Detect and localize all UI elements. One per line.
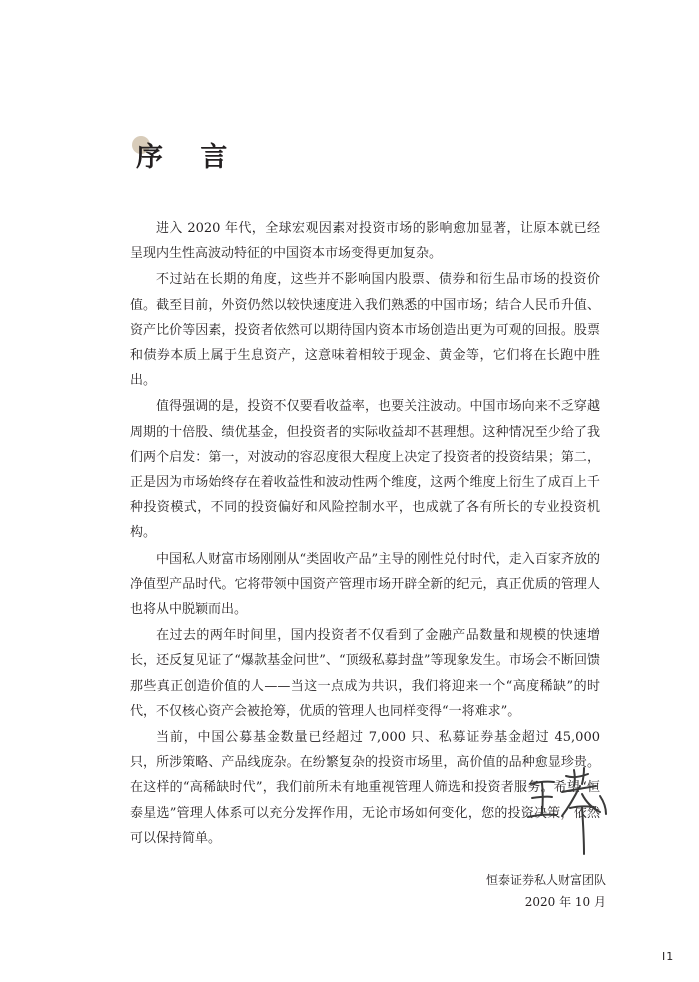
- team-name: 恒泰证券私人财富团队: [485, 873, 606, 887]
- paragraph-5: 在过去的两年时间里，国内投资者不仅看到了金融产品数量和规模的快速增长，还反复见证了“爆款基金问世”、“顶级私募封盘”等现象发生。市场会不断回馈那些真正创造价值的人——当这一点成为共识，我们将迎来一个“高度稀缺”的时代，不仅核心资产会被抢筹，优质的管理人也同样变得“一将难求”。: [130, 628, 600, 719]
- date: 2020 年 10 月: [524, 895, 606, 909]
- preface-heading: [136, 138, 241, 180]
- page-number: I1: [662, 950, 675, 963]
- handwritten-signature: [522, 762, 622, 860]
- paragraph-4: 中国私人财富市场刚刚从“类固收产品”主导的刚性兑付时代，走入百家齐放的净值型产品时代。它将带领中国资产管理市场开辟全新的纪元，真正优质的管理人也将从中脱颖而出。: [130, 551, 600, 618]
- paragraph-6: 当前，中国公募基金数量已经超过 7,000 只、私募证券基金超过 45,000 只，所涉策略、产品线庞杂。在纷繁复杂的投资市场里，高价值的品种愈显珍贵。在这样的“高稀缺时代”，我们前所未有地重视管理人筛选和投资者服务。希望“恒泰星选”管理人体系可以充分发挥作用，无论市场如何变化，您的投资决策，依然可以保持简单。: [130, 730, 600, 846]
- paragraph-1: 进入 2020 年代，全球宏观因素对投资市场的影响愈加显著，让原本就已经呈现内生性高波动特征的中国资本市场变得更加复杂。: [130, 221, 600, 262]
- preface-body: [130, 216, 600, 852]
- paragraph-2: 不过站在长期的角度，这些并不影响国内股票、债券和衍生品市场的投资价值。截至目前，外资仍然以较快速度进入我们熟悉的中国市场；结合人民币升值、资产比价等因素，投资者依然可以期待国内资本市场创造出更为可观的回报。股票和债券本质上属于生息资产，这意味着相较于现金、黄金等，它们将在长跑中胜出。: [130, 272, 600, 389]
- paragraph-3: 值得强调的是，投资不仅要看收益率，也要关注波动。中国市场向来不乏穿越周期的十倍股、绩优基金，但投资者的实际收益却不甚理想。这种情况至少给了我们两个启发：第一，对波动的容忍度很大程度上决定了投资者的投资结果；第二，正是因为市场始终存在着收益性和波动性两个维度，这两个维度上衍生了成百上千种投资模式，不同的投资偏好和风险控制水平，也成就了各有所长的专业投资机构。: [130, 399, 600, 541]
- preface-title: 序 言: [136, 142, 242, 173]
